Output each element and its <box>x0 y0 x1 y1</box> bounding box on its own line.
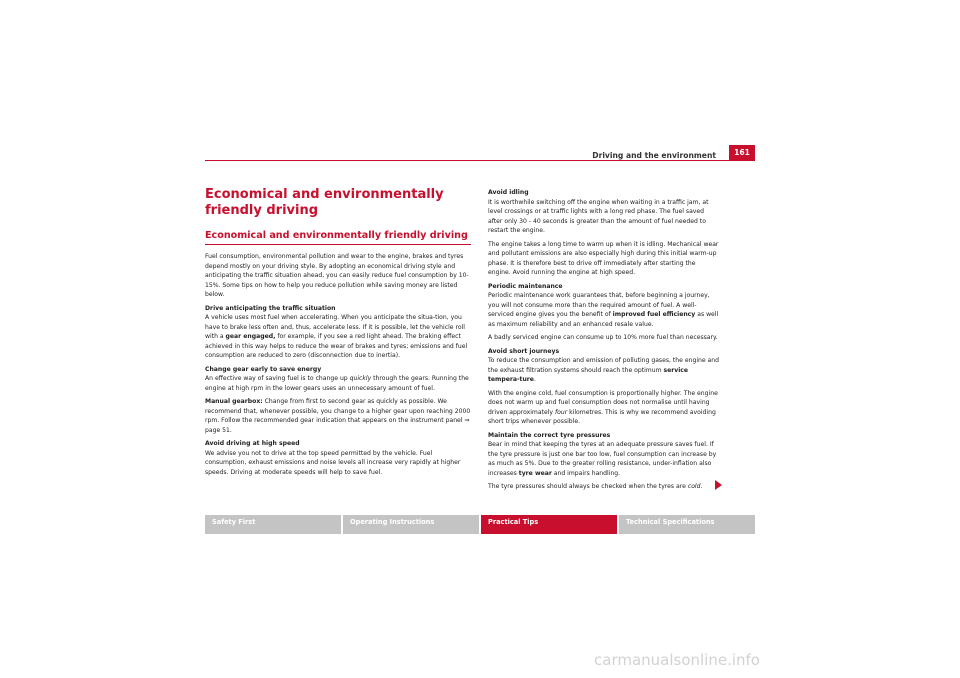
high-speed-paragraph: We advise you not to drive at the top speed permitted by the vehicle. Fuel consumption, exhaust emissions and noise levels all increase very rapidly at higher speeds. Driving at moderate speeds will help to save fuel. <box>205 449 461 476</box>
short-journeys-paragraph-2: With the engine cold, fuel consumption is proportionally higher. The engine does not warm up and fuel consumption does not normalise until having driven approximately four kilometres. This is why we recommend avoiding short trips whenever possible. <box>488 389 718 425</box>
tab-safety-first[interactable]: Safety First <box>205 515 341 534</box>
watermark: carmanualsonline.info <box>594 651 760 669</box>
arrow-right-icon <box>715 480 722 490</box>
tab-technical-specifications[interactable]: Technical Specifications <box>619 515 755 534</box>
short-journeys-heading: Avoid short journeys <box>488 347 560 355</box>
tab-operating-instructions[interactable]: Operating Instructions <box>343 515 479 534</box>
idling-heading: Avoid idling <box>488 189 529 196</box>
page-number: 161 <box>729 145 755 161</box>
page-title: Economical and environmentally friendly driving <box>205 187 444 218</box>
header-title: Driving and the environment <box>592 151 716 160</box>
change-gear-paragraph: An effective way of saving fuel is to change up quickly through the gears. Running the engine at high rpm in the lower gears uses an unnecessary amount of fuel. <box>205 375 469 392</box>
anticipating-heading: Drive anticipating the traffic situation <box>205 304 336 312</box>
maintenance-heading: Periodic maintenance <box>488 282 563 290</box>
manual-gearbox-paragraph: Manual gearbox: Change from first to second gear as quickly as possible. We recommend that, whenever possible, you change to a higher gear upon reaching 2000 rpm. Follow the recommended gear indication that appears on the instrument panel ⇒ page 51. <box>205 398 471 434</box>
header-rule <box>205 160 729 161</box>
anticipating-paragraph: A vehicle uses most fuel when accelerating. When you anticipate the situa-tion, you have to brake less often and, thus, accelerate less. If it is possible, let the vehicle roll with a gear engaged, for example, if you see a red light ahead. The braking effect achieved in this way helps to reduce the wear of brakes and tyres; emissions and fuel consumption are reduced to zero (disconnection due to inertia). <box>205 314 468 359</box>
tyre-paragraph-2: The tyre pressures should always be checked when the tyres are cold. <box>488 483 703 490</box>
idling-paragraph-2: The engine takes a long time to warm up when it is idling. Mechanical wear and pollutant emissions are also especially high during this initial warm-up phase. It is therefore best to drive off immediately after starting the engine. Avoid running the engine at high speed. <box>488 240 719 276</box>
high-speed-heading: Avoid driving at high speed <box>205 440 300 447</box>
maintenance-paragraph-1: Periodic maintenance work guarantees that, before beginning a journey, you will not consume more than the required amount of fuel. A well-serviced engine gives you the benefit of improved fuel efficiency as well as maximum reliability and an enhanced resale value. <box>488 292 719 328</box>
short-journeys-paragraph-1: To reduce the consumption and emission of polluting gases, the engine and the exhaust filtration systems should reach the optimum service tempera-ture. <box>488 357 720 383</box>
section-title: Economical and environmentally friendly driving <box>205 230 471 245</box>
tyre-heading: Maintain the correct tyre pressures <box>488 431 611 439</box>
maintenance-paragraph-2: A badly serviced engine can consume up to 10% more fuel than necessary. <box>488 334 718 341</box>
tyre-paragraph-1: Bear in mind that keeping the tyres at an adequate pressure saves fuel. If the tyre pressure is just one bar too low, fuel consumption can increase by as much as 5%. Due to the greater rolling resistance, under-inflation also increases tyre wear and impairs handling. <box>488 441 717 477</box>
left-column <box>205 252 473 481</box>
intro-paragraph: Fuel consumption, environmental pollution and wear to the engine, brakes and tyres depend mostly on your driving style. By adopting an economical driving style and anticipating the traffic situation ahead, you can easily reduce fuel consumption by 10-15%. Some tips on how to help you reduce pollution while saving money are listed below. <box>205 253 469 298</box>
idling-paragraph-1: It is worthwhile switching off the engine when waiting in a traffic jam, at level crossings or at traffic lights with a long red phase. The fuel saved after only 30 - 40 seconds is greater than the amount of fuel needed to restart the engine. <box>488 198 709 234</box>
footer-tabs <box>205 515 755 534</box>
right-column <box>488 188 720 496</box>
change-gear-heading: Change gear early to save energy <box>205 365 322 373</box>
tab-practical-tips[interactable]: Practical Tips <box>481 515 617 534</box>
